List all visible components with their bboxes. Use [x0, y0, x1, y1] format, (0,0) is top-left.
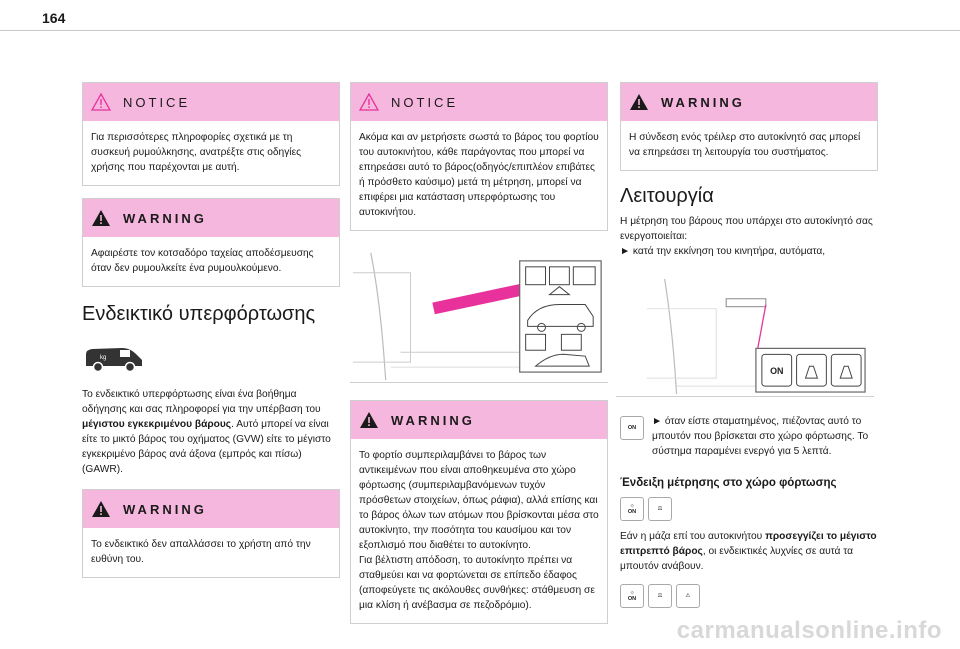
operation-intro: Η μέτρηση του βάρους που υπάρχει στο αυτοκίνητό σας ενεργοποιείται: — [620, 216, 873, 242]
loadspace-button-illustration — [616, 269, 874, 397]
warning-triangle-icon — [91, 209, 111, 227]
operation-bullet-stationary: ► όταν είστε σταματημένος, πιέζοντας αυτό το μπουτόν που βρίσκεται στο χώρο φόρτωσης. Το σύστημα παραμένει ενεργό για 5 λεπτά. — [652, 416, 869, 457]
column-left — [82, 82, 340, 590]
weight-button-lit[interactable] — [648, 497, 672, 521]
notice-box-weight — [350, 82, 608, 231]
warning-header — [351, 401, 607, 439]
weight-icon: ⚖ — [657, 506, 663, 512]
warning-triangle-icon — [359, 411, 379, 429]
warning-text: Το φορτίο συμπεριλαμβάνει το βάρος των αντικειμένων που είναι αποθηκευμένα στο χώρο φόρτωσης (συμπεριλαμβανόμενων τυχόν πρόσθετων στοιχείων, όπως ράφια), αλλά επίσης και το βάρος όλων των ατόμων που βρίσκονται μέσα στο αυτοκίνητο, την ποσότητα του καυσίμου και τον εξοπλισμό που διαθέτει το αυτοκίνητο. — [359, 450, 599, 551]
column-right — [620, 82, 878, 616]
load-label-illustration — [350, 243, 608, 383]
warning-text: Το ενδεικτικό δεν απαλλάσσει το χρήστη από την ευθύνη του. — [91, 539, 311, 565]
warning-weight-icon: ⚠ — [685, 593, 691, 599]
warning-title: WARNING — [391, 412, 475, 428]
lit-buttons-row-approach — [620, 497, 878, 521]
section-heading-overload: Ενδεικτικό υπερφόρτωσης — [82, 303, 316, 325]
notice-text: Για περισσότερες πληροφορίες σχετικά με τη συσκευή ρυμούλκησης, ανατρέξτε στις οδηγίες χρήσης που παρέχονται με αυτή. — [91, 132, 302, 173]
notice-header — [83, 83, 339, 121]
watermark: carmanualsonline.info — [676, 617, 942, 644]
lit-buttons-row-overload — [620, 584, 878, 608]
subheading-loadspace-indication: Ένδειξη μέτρησης στο χώρο φόρτωσης — [620, 477, 837, 489]
van-overload-icon — [82, 344, 146, 374]
warning-triangle-icon — [91, 500, 111, 518]
warning-box-load — [350, 400, 608, 624]
page-number: 164 — [42, 10, 66, 26]
warning-text: Η σύνδεση ενός τρέιλερ στο αυτοκίνητό σας μπορεί να επηρεάσει τη λειτουργία του συστήματος. — [629, 132, 861, 158]
on-button-lit[interactable] — [620, 497, 644, 521]
notice-title: NOTICE — [123, 94, 191, 110]
notice-header — [351, 83, 607, 121]
ray-icon: ☼ — [629, 503, 635, 509]
svg-text:kg: kg — [100, 355, 107, 361]
on-button[interactable] — [620, 416, 644, 440]
warning-text: Αφαιρέστε τον κοτσαδόρο ταχείας αποδέσμευσης όταν δεν ρυμουλκείτε ένα ρυμουλκούμενο. — [91, 248, 314, 274]
warning-header — [621, 83, 877, 121]
warning-title: WARNING — [661, 94, 745, 110]
operation-bullet-engine: ► κατά την εκκίνηση του κινητήρα, αυτόματα, — [620, 246, 826, 257]
weight-button-lit[interactable] — [648, 584, 672, 608]
warning-title: WARNING — [123, 501, 207, 517]
section-heading-operation: Λειτουργία — [620, 185, 714, 207]
notice-triangle-icon — [359, 93, 379, 111]
weight-icon: ⚖ — [657, 593, 663, 599]
warning-triangle-icon — [629, 93, 649, 111]
notice-box-tow — [82, 82, 340, 186]
warning-title: WARNING — [123, 210, 207, 226]
approach-description: Εάν η μάζα επί του αυτοκινήτου προσεγγίζει το μέγιστο επιτρεπτό βάρος, οι ενδεικτικές λυχνίες σε αυτά τα μπουτόν ανάβουν. — [620, 531, 877, 572]
warning-box-responsibility — [82, 489, 340, 578]
on-button-label: ON — [627, 509, 637, 515]
overload-button-lit[interactable] — [676, 584, 700, 608]
warning-header — [83, 199, 339, 237]
notice-text: Ακόμα και αν μετρήσετε σωστά το βάρος του φορτίου του αυτοκινήτου, κάθε παράγοντας που μπορεί να επηρεάσει αυτό το βάρος(οδηγός/επιπλέον επιβάτες ή πρόσθετο καύσιμο) μετά τη μέτρηση, μπορεί να επιφέρει μια κατάσταση υπερφόρτωσης του αυτοκινήτου. — [359, 132, 599, 218]
column-middle — [350, 82, 608, 636]
warning-box-trailer — [620, 82, 878, 171]
press-button-row — [620, 414, 878, 469]
svg-text:ON: ON — [770, 366, 784, 377]
warning-box-towbar — [82, 198, 340, 287]
notice-title: NOTICE — [391, 94, 459, 110]
on-button-lit[interactable] — [620, 584, 644, 608]
overload-description: Το ενδεικτικό υπερφόρτωσης είναι ένα βοήθημα οδήγησης και σας πληροφορεί για την υπέρβαση του μέγιστου εγκεκριμένου βάρους. Αυτό μπορεί να είναι είτε το μικτό βάρος του οχήματος (GVW) είτε το μέγιστο εγκεκριμένο βάρος ανά άξονα (εμπρός και πίσω) (GAWR). — [82, 389, 331, 475]
on-button-label: ON — [627, 425, 637, 431]
notice-triangle-icon — [91, 93, 111, 111]
warning-header — [83, 490, 339, 528]
warning-text-block — [351, 439, 607, 623]
ray-icon: ☼ — [629, 590, 635, 596]
top-rule — [0, 30, 960, 31]
on-button-label: ON — [627, 596, 637, 602]
warning-text-2: Για βέλτιστη απόδοση, το αυτοκίνητο πρέπει να σταθμεύει και να φορτώνεται σε επίπεδο έδαφος (αποφεύγετε τις ακόλουθες συνθήκες: στάθμευση σε μια κλίση ή ανέβασμα σε πεζοδρόμιο). — [359, 555, 595, 611]
